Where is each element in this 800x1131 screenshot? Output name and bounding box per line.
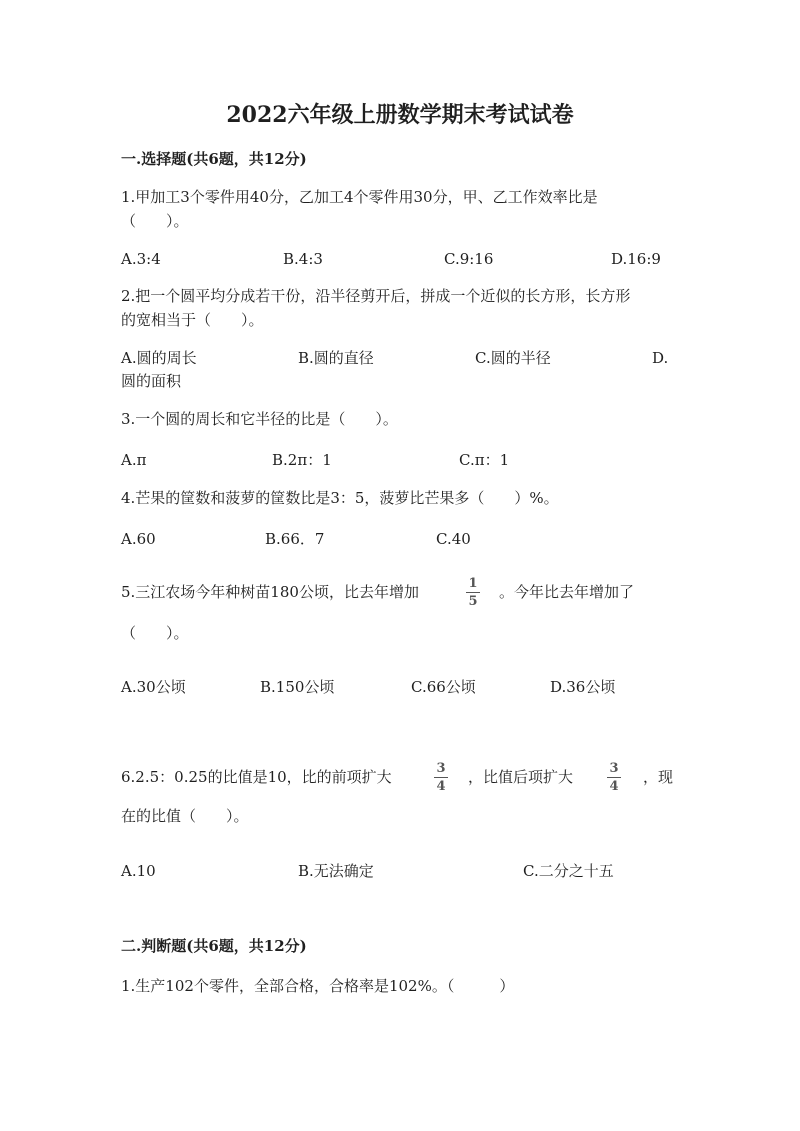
q3-option-c: C.π：1	[459, 451, 510, 469]
q2-option-a: A.圆的周长	[121, 349, 197, 367]
q5-fraction-denominator: 5	[468, 594, 478, 609]
question-5-text-cont: （ ）。	[121, 624, 189, 642]
question-3-text: 3.一个圆的周长和它半径的比是（ ）。	[121, 410, 398, 428]
fraction-bar	[466, 592, 480, 593]
fraction-bar	[434, 777, 448, 778]
q2-option-d-cont: 圆的面积	[121, 372, 182, 390]
q6-option-a: A.10	[121, 862, 156, 880]
question-1-text: 1.甲加工3个零件用40分，乙加工4个零件用30分，甲、乙工作效率比是	[121, 188, 598, 206]
q5-option-b: B.150公顷	[260, 678, 335, 696]
question-6-text-mid: ，比值后项扩大	[468, 768, 574, 786]
q4-option-b: B.66．7	[265, 530, 325, 548]
q5-option-c: C.66公顷	[411, 678, 476, 696]
question-6-text-end: ，现	[643, 768, 674, 786]
question-6-text: 6.2.5：0.25的比值是10，比的前项扩大	[121, 768, 392, 786]
q2-option-d: D.	[652, 349, 669, 367]
q6-option-b: B.无法确定	[298, 862, 374, 880]
q5-option-a: A.30公顷	[121, 678, 186, 696]
question-2-text-cont: 的宽相当于（ ）。	[121, 311, 264, 329]
section-heading-judgment: 二.判断题(共6题，共12分)	[121, 937, 307, 955]
q2-option-c: C.圆的半径	[475, 349, 551, 367]
q4-option-a: A.60	[121, 530, 156, 548]
question-6-text-cont: 在的比值（ ）。	[121, 807, 249, 825]
q6-fraction-1	[434, 761, 448, 794]
question-5-text-after: 。今年比去年增加了	[499, 583, 635, 601]
question-5-text: 5.三江农场今年种树苗180公顷，比去年增加	[121, 583, 419, 601]
q5-fraction-numerator: 1	[468, 576, 478, 591]
q3-option-b: B.2π：1	[272, 451, 332, 469]
q6-fraction-2-numerator: 3	[609, 761, 619, 776]
question-1-text-cont: （ ）。	[121, 212, 189, 230]
q5-option-d: D.36公顷	[550, 678, 616, 696]
q1-option-b: B.4:3	[283, 250, 323, 268]
page-title: 2022六年级上册数学期末考试试卷	[226, 102, 574, 128]
question-4-text: 4.芒果的筐数和菠萝的筐数比是3：5，菠萝比芒果多（ ）%。	[121, 489, 559, 507]
section-heading-choice: 一.选择题(共6题，共12分)	[121, 150, 307, 168]
q5-fraction	[466, 576, 480, 609]
q6-fraction-1-numerator: 3	[436, 761, 446, 776]
q1-option-d: D.16:9	[611, 250, 661, 268]
judgment-question-1-text: 1.生产102个零件，全部合格，合格率是102%。（ ）	[121, 977, 515, 995]
q3-option-a: A.π	[121, 451, 147, 469]
q6-option-c: C.二分之十五	[523, 862, 614, 880]
q1-option-c: C.9:16	[444, 250, 494, 268]
q6-fraction-2-denominator: 4	[609, 779, 619, 794]
q6-fraction-2	[607, 761, 621, 794]
q4-option-c: C.40	[436, 530, 471, 548]
q2-option-b: B.圆的直径	[298, 349, 374, 367]
fraction-bar	[607, 777, 621, 778]
q6-fraction-1-denominator: 4	[436, 779, 446, 794]
question-2-text: 2.把一个圆平均分成若干份，沿半径剪开后，拼成一个近似的长方形，长方形	[121, 287, 631, 305]
q1-option-a: A.3:4	[121, 250, 161, 268]
